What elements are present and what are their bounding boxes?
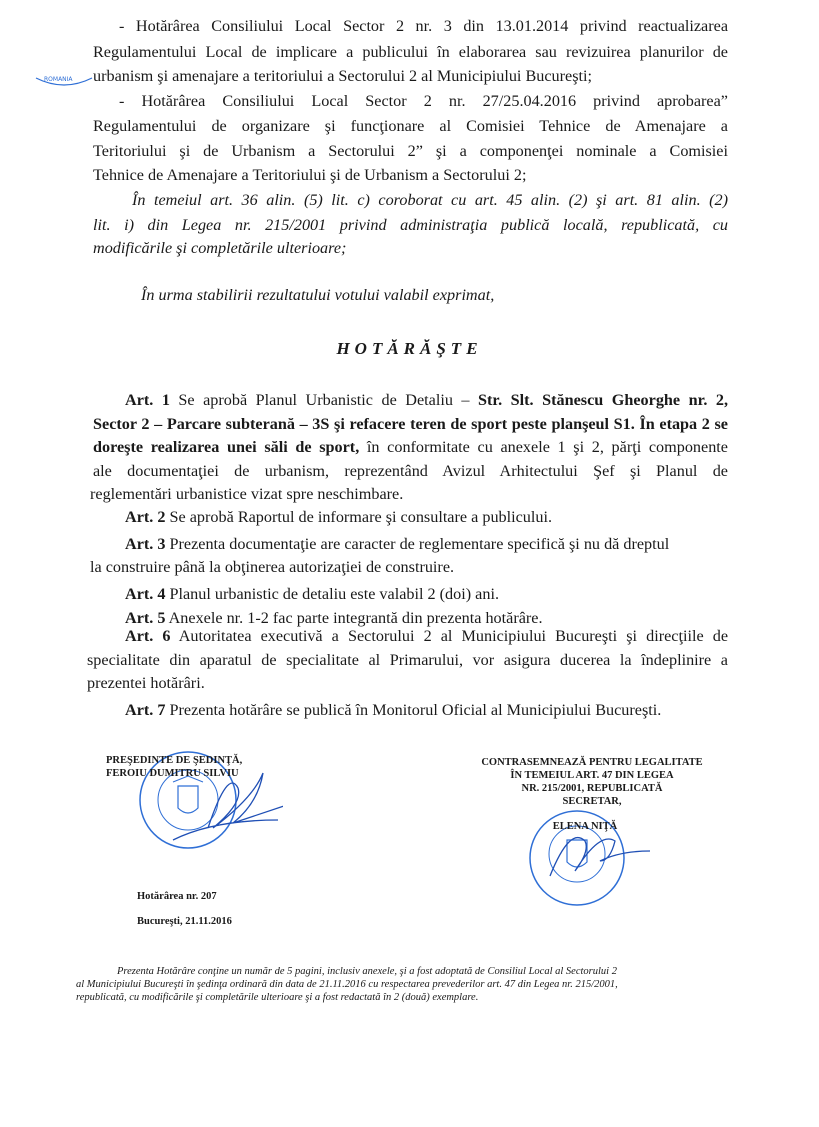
preamble-ref2-line2: Regulamentului de organizare şi funcţionare al Comisiei Tehnice de Amenajare a bbox=[93, 117, 728, 135]
art6-line3: prezentei hotărâri. bbox=[87, 674, 205, 692]
preamble-ref1-line1: - Hotărârea Consiliului Local Sector 2 nr. 3 din 13.01.2014 privind reactualizarea bbox=[119, 17, 728, 35]
countersign-line4: SECRETAR, bbox=[562, 796, 622, 807]
legal-basis-line1: În temeiul art. 36 alin. (5) lit. c) coroborat cu art. 45 alin. (2) şi art. 81 alin. (2) bbox=[132, 191, 728, 209]
footnote-line2: al Municipiului Bucureşti în şedinţa ordinară din data de 21.11.2016 cu respectarea prevederilor art. 47 din Legea nr. 215/2001, bbox=[76, 979, 618, 990]
president-signature-block bbox=[106, 754, 276, 780]
margin-stamp-fragment bbox=[34, 70, 94, 97]
decision-place-date: Bucureşti, 21.11.2016 bbox=[137, 916, 232, 927]
vote-statement: În urma stabilirii rezultatului votului valabil exprimat, bbox=[141, 286, 495, 304]
art1-line3: doreşte realizarea unei săli de sport, în conformitate cu anexele 1 şi 2, părţi componente bbox=[93, 438, 728, 456]
preamble-ref2-line1: - Hotărârea Consiliului Local Sector 2 nr. 27/25.04.2016 privind aprobarea” bbox=[119, 92, 728, 110]
legal-basis-line3: modificările şi completările ulterioare; bbox=[93, 239, 347, 257]
art1-line5: reglementări urbanistice vizat spre neschimbare. bbox=[90, 485, 404, 503]
art6-line2: specialitate din aparatul de specialitate al Primarului, vor asigura ducerea la îndeplinire a bbox=[87, 651, 728, 669]
art1-line1: Art. 1 Se aprobă Planul Urbanistic de Detaliu – Str. Slt. Stănescu Gheorghe nr. 2, bbox=[125, 391, 729, 409]
footnote-line3: republicată, cu modificările şi completările ulterioare şi a fost redactată în 2 (două) exemplare. bbox=[76, 992, 479, 1003]
art6-line1: Art. 6 Autoritatea executivă a Sectorului 2 al Municipiului Bucureşti şi direcţiile de bbox=[125, 627, 729, 645]
art1-line2: Sector 2 – Parcare subterană – 3S şi refacere teren de sport peste planşeul S1. În etapa 2 se bbox=[93, 415, 728, 433]
president-role: PREŞEDINTE DE ŞEDINŢĂ, bbox=[106, 755, 243, 766]
art5: Art. 5 Anexele nr. 1-2 fac parte integrantă din prezenta hotărâre. bbox=[125, 609, 543, 627]
countersign-line2: ÎN TEMEIUL ART. 47 DIN LEGEA bbox=[510, 770, 674, 781]
secretary-name: ELENA NIŢĂ bbox=[552, 821, 618, 832]
preamble-ref2-line3: Teritoriului şi de Urbanism a Sectorului 2” şi a componenţei nominale a Comisiei bbox=[93, 142, 728, 160]
legal-basis-line2: lit. i) din Legea nr. 215/2001 privind administraţia publică locală, republicată, cu bbox=[93, 216, 728, 234]
countersign-block bbox=[452, 756, 732, 808]
countersign-line1: CONTRASEMNEAZĂ PENTRU LEGALITATE bbox=[481, 757, 703, 768]
art7: Art. 7 Prezenta hotărâre se publică în Monitorul Oficial al Municipiului Bucureşti. bbox=[125, 701, 662, 719]
footnote-line1: Prezenta Hotărâre conţine un număr de 5 pagini, inclusiv anexele, şi a fost adoptată de Consiliul Local al Sectorului 2 bbox=[117, 966, 617, 977]
decision-number: Hotărârea nr. 207 bbox=[137, 891, 217, 902]
president-name: FEROIU DUMITRU SILVIU bbox=[106, 768, 239, 779]
svg-text:ROMANIA: ROMANIA bbox=[44, 76, 73, 83]
art3-line2: la construire până la obţinerea autorizaţiei de construire. bbox=[90, 558, 455, 576]
art1-label: Art. 1 bbox=[125, 391, 170, 409]
art3-line1: Art. 3 Prezenta documentaţie are caracter de reglementare specifică şi nu dă dreptul bbox=[125, 535, 670, 553]
preamble-ref1-line3: urbanism şi amenajare a teritoriului a Sectorului 2 al Municipiului Bucureşti; bbox=[93, 67, 592, 85]
countersign-line3: NR. 215/2001, REPUBLICATĂ bbox=[521, 783, 663, 794]
art2: Art. 2 Se aprobă Raportul de informare şi consultare a publicului. bbox=[125, 508, 553, 526]
decision-title: HOTĂRĂŞTE bbox=[336, 339, 483, 358]
art1-line4: ale documentaţiei de urbanism, reprezentând Avizul Arhitectului Şef şi Planul de bbox=[93, 462, 728, 480]
preamble-ref1-line2: Regulamentului Local de implicare a publicului în elaborarea sau revizuirea planurilor de bbox=[93, 43, 728, 61]
art4: Art. 4 Planul urbanistic de detaliu este valabil 2 (doi) ani. bbox=[125, 585, 500, 603]
preamble-ref2-line4: Tehnice de Amenajare a Teritoriului şi de Urbanism a Sectorului 2; bbox=[93, 166, 527, 184]
